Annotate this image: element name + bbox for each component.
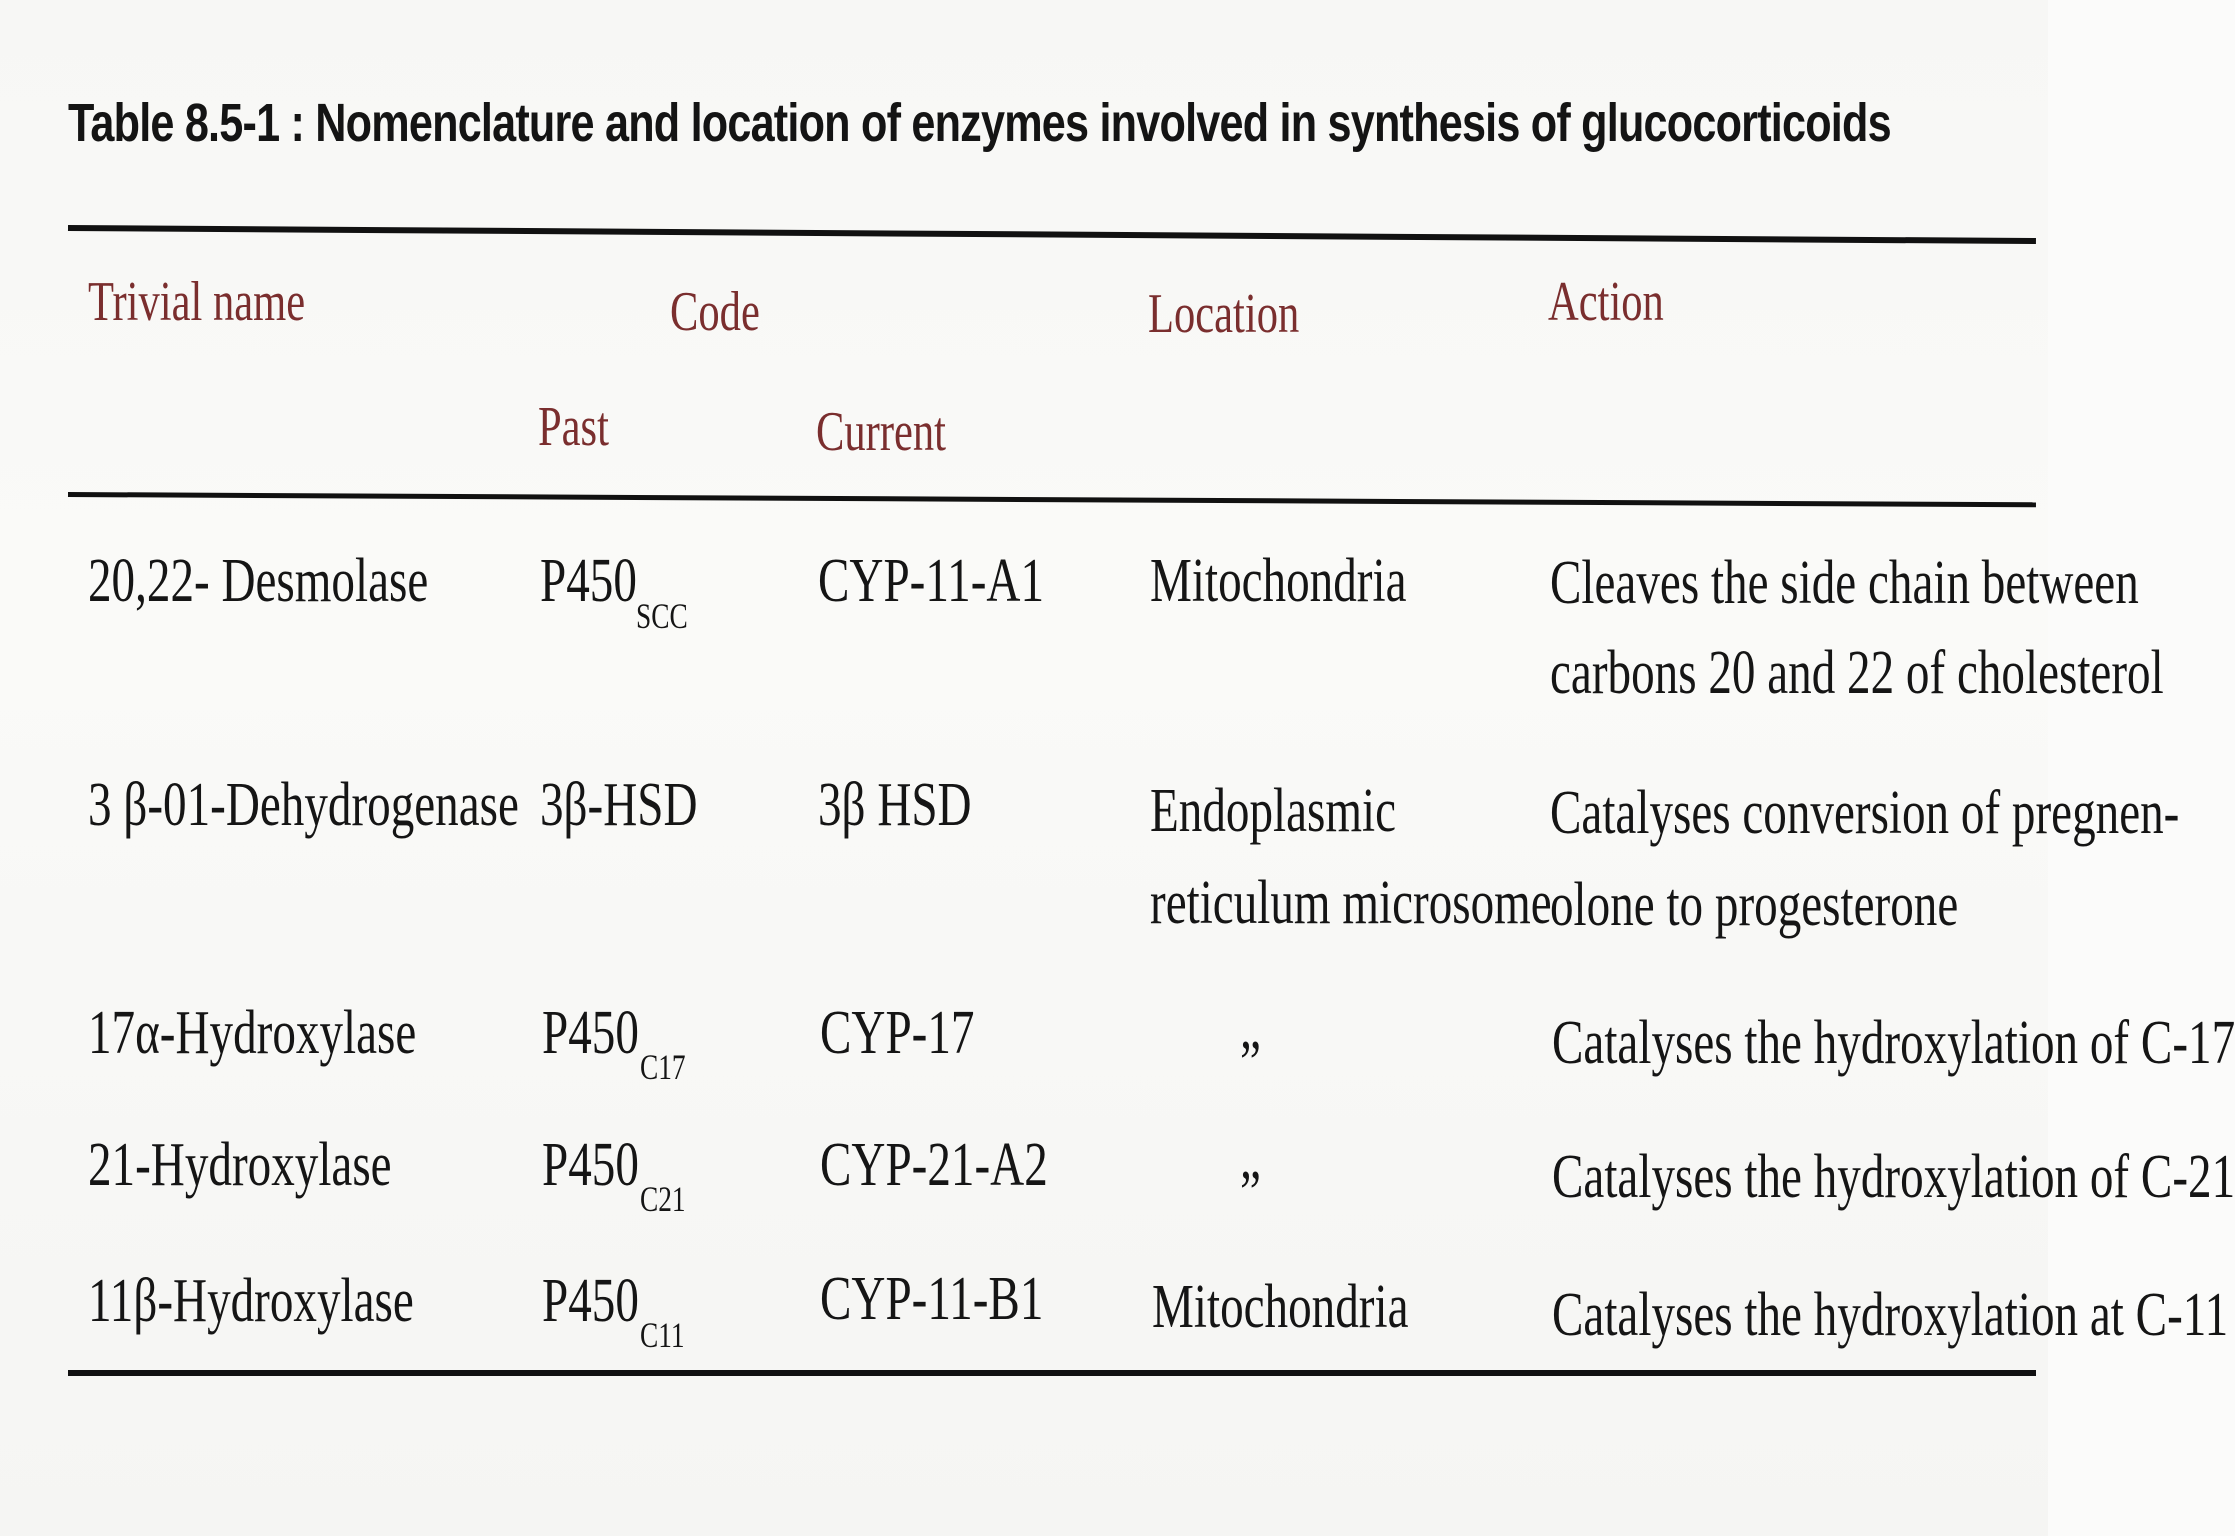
row2-action-line2: olone to progesterone [1550,871,1959,939]
row5-trivial-name: 11β-Hydroxylase [88,1267,414,1335]
table-top-rule [68,225,2036,244]
row3-past: P450 [542,999,639,1067]
header-location: Location [1148,283,1300,345]
row1-past-subscript: SCC [636,596,688,636]
row3-trivial-name: 17α-Hydroxylase [88,999,417,1067]
row1-action-line1: Cleaves the side chain between [1550,549,2139,617]
row2-past: 3β-HSD [540,771,698,839]
row4-current: CYP-21-A2 [820,1131,1048,1199]
row3-past-subscript: C17 [640,1047,686,1087]
row1-past: P450 [540,547,637,615]
row5-past-subscript: C11 [640,1315,685,1355]
row5-current: CYP-11-B1 [820,1265,1044,1333]
row5-location: Mitochondria [1152,1273,1409,1341]
row1-current: CYP-11-A1 [818,547,1045,615]
row4-past-subscript: C21 [640,1179,686,1219]
row4-past: P450 [542,1131,639,1199]
row3-action: Catalyses the hydroxylation of C-17 [1552,1009,2235,1077]
row4-trivial-name: 21-Hydroxylase [88,1131,392,1199]
table-title: Table 8.5-1 : Nomenclature and location of enzymes involved in synthesis of glucocorticoids [68,93,1891,153]
row3-current: CYP-17 [820,999,975,1067]
row2-location-line1: Endoplasmic [1150,777,1397,845]
row5-action: Catalyses the hydroxylation at C-11 [1552,1281,2229,1349]
table-header-rule [68,492,2036,507]
row5-past: P450 [542,1267,639,1335]
header-trivial-name: Trivial name [88,271,306,333]
header-current: Current [816,401,947,463]
row1-action-line2: carbons 20 and 22 of cholesterol [1550,639,2164,707]
table-bottom-rule [68,1370,2036,1376]
row4-action: Catalyses the hydroxylation of C-21 [1552,1143,2235,1211]
header-past: Past [538,396,609,458]
row4-location-ditto: ” [1240,1159,1261,1227]
header-code: Code [670,281,760,343]
header-action: Action [1548,271,1664,333]
row2-location-line2: reticulum microsome [1150,869,1552,937]
row3-location-ditto: ” [1240,1029,1261,1097]
row1-trivial-name: 20,22- Desmolase [88,547,429,615]
row2-current: 3β HSD [818,771,972,839]
row2-trivial-name: 3 β-01-Dehydrogenase [88,771,519,839]
row2-action-line1: Catalyses conversion of pregnen- [1550,779,2180,847]
row1-location: Mitochondria [1150,547,1407,615]
